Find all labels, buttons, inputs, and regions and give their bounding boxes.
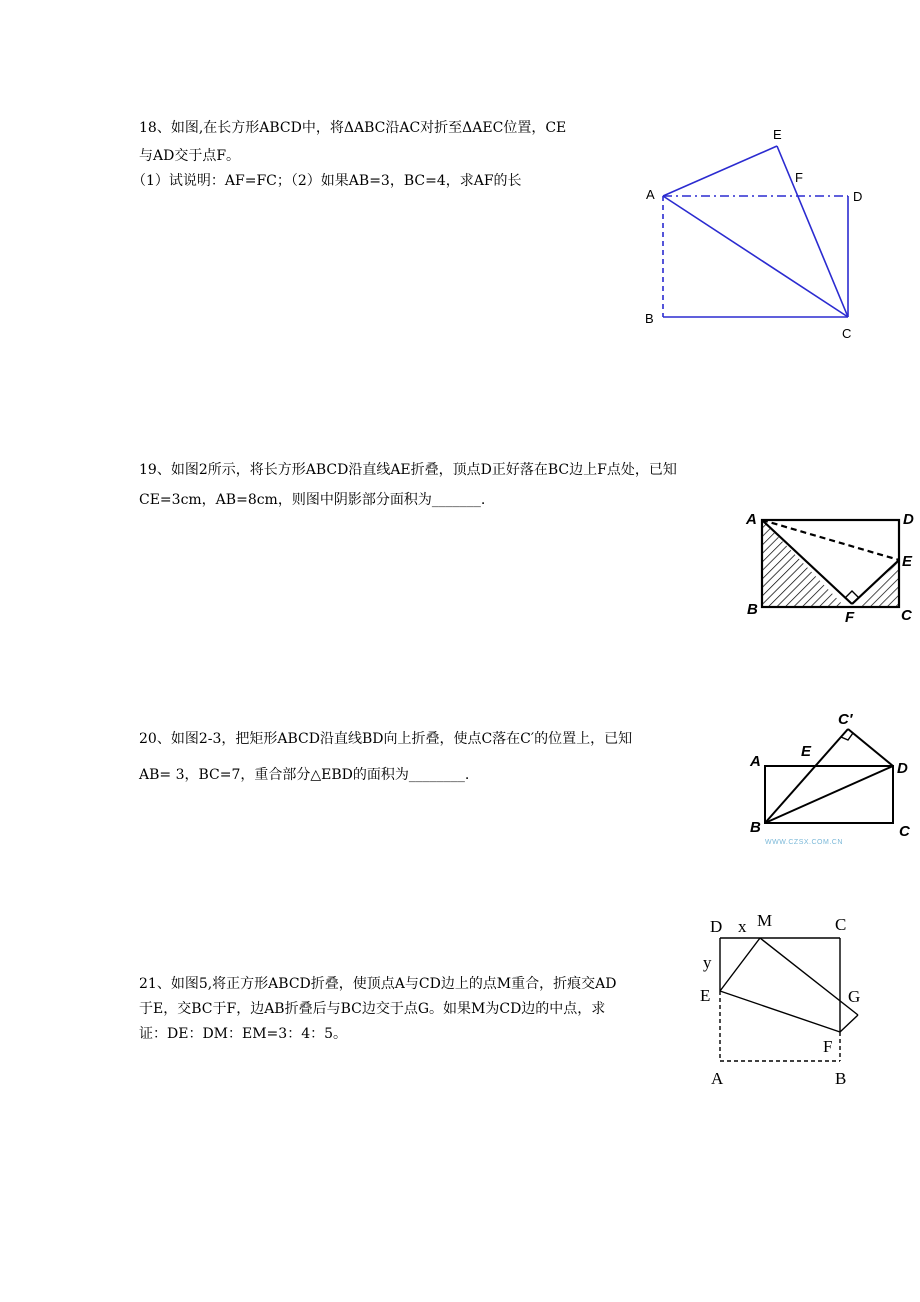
problem-21-line-2: 于E，交BC于F，边AB折叠后与BC边交于点G。如果M为CD边的中点，求 [139,1001,606,1017]
fig21-fold-nf [840,1015,858,1032]
fig19-label-d: D [903,511,914,528]
problem-18-line-3: （1）试说明：AF=FC；（2）如果AB=3，BC=4，求AF的长 [132,173,522,189]
fig20-label-d: D [897,760,908,777]
fig19-label-f: F [845,609,855,626]
fig21-label-e: E [700,986,711,1005]
problem-20-line-2: AB= 3，BC=7，重合部分△EBD的面积为________. [139,767,470,783]
fig21-label-f: F [823,1037,833,1056]
fig18-label-a: A [646,187,655,202]
fig20-label-c: C [899,823,910,840]
fig21-label-c: C [835,915,847,934]
fig21-label-x: x [738,917,747,936]
fig19-label-e: E [902,553,913,570]
problem-20-line-1: 20、如图2-3，把矩形ABCD沿直线BD向上折叠，使点C落在C′的位置上，已知 [139,731,633,747]
problem-19-line-2: CE=3cm，AB=8cm，则图中阴影部分面积为_______. [139,492,486,508]
fig19-label-a: A [746,511,757,528]
problem-21-line-1: 21、如图5,将正方形ABCD折叠，使顶点A与CD边上的点M重合，折痕交AD [139,976,617,992]
fig19-label-b: B [747,601,758,618]
fig21-crease-ef [720,991,840,1032]
fig20-watermark: WWW.CZSX.COM.CN [765,839,843,846]
fig21-label-b: B [835,1069,847,1088]
fig21-label-m: M [757,911,773,930]
problem-19-line-1: 19、如图2所示，将长方形ABCD沿直线AE折叠，顶点D正好落在BC边上F点处，已知 [139,462,677,478]
fig21-label-d: D [710,917,723,936]
fig18-label-f: F [795,170,803,185]
fig20-label-c-prime: C′ [838,711,853,728]
fig20-label-a: A [750,753,761,770]
fig21-fold-em [720,938,760,991]
fig19-label-c: C [901,607,912,624]
fig21-label-a: A [711,1069,724,1088]
fig21-label-g: G [848,987,861,1006]
fig20-label-e: E [801,743,812,760]
problem-18-line-2: 与AD交于点F。 [139,148,241,164]
fig18-label-c: C [842,326,852,341]
fig21-label-y: y [703,953,712,972]
fig18-label-b: B [645,311,654,326]
fig20-label-b: B [750,819,761,836]
problem-18-line-1: 18、如图,在长方形ABCD中，将ΔABC沿AC对折至ΔAEC位置，CE [139,120,567,136]
problem-21-line-3: 证：DE：DM：EM=3：4：5。 [139,1026,348,1042]
fig18-label-e: E [773,127,782,142]
fig21-fold-mn [760,938,861,1015]
fig18-label-d: D [853,189,863,204]
